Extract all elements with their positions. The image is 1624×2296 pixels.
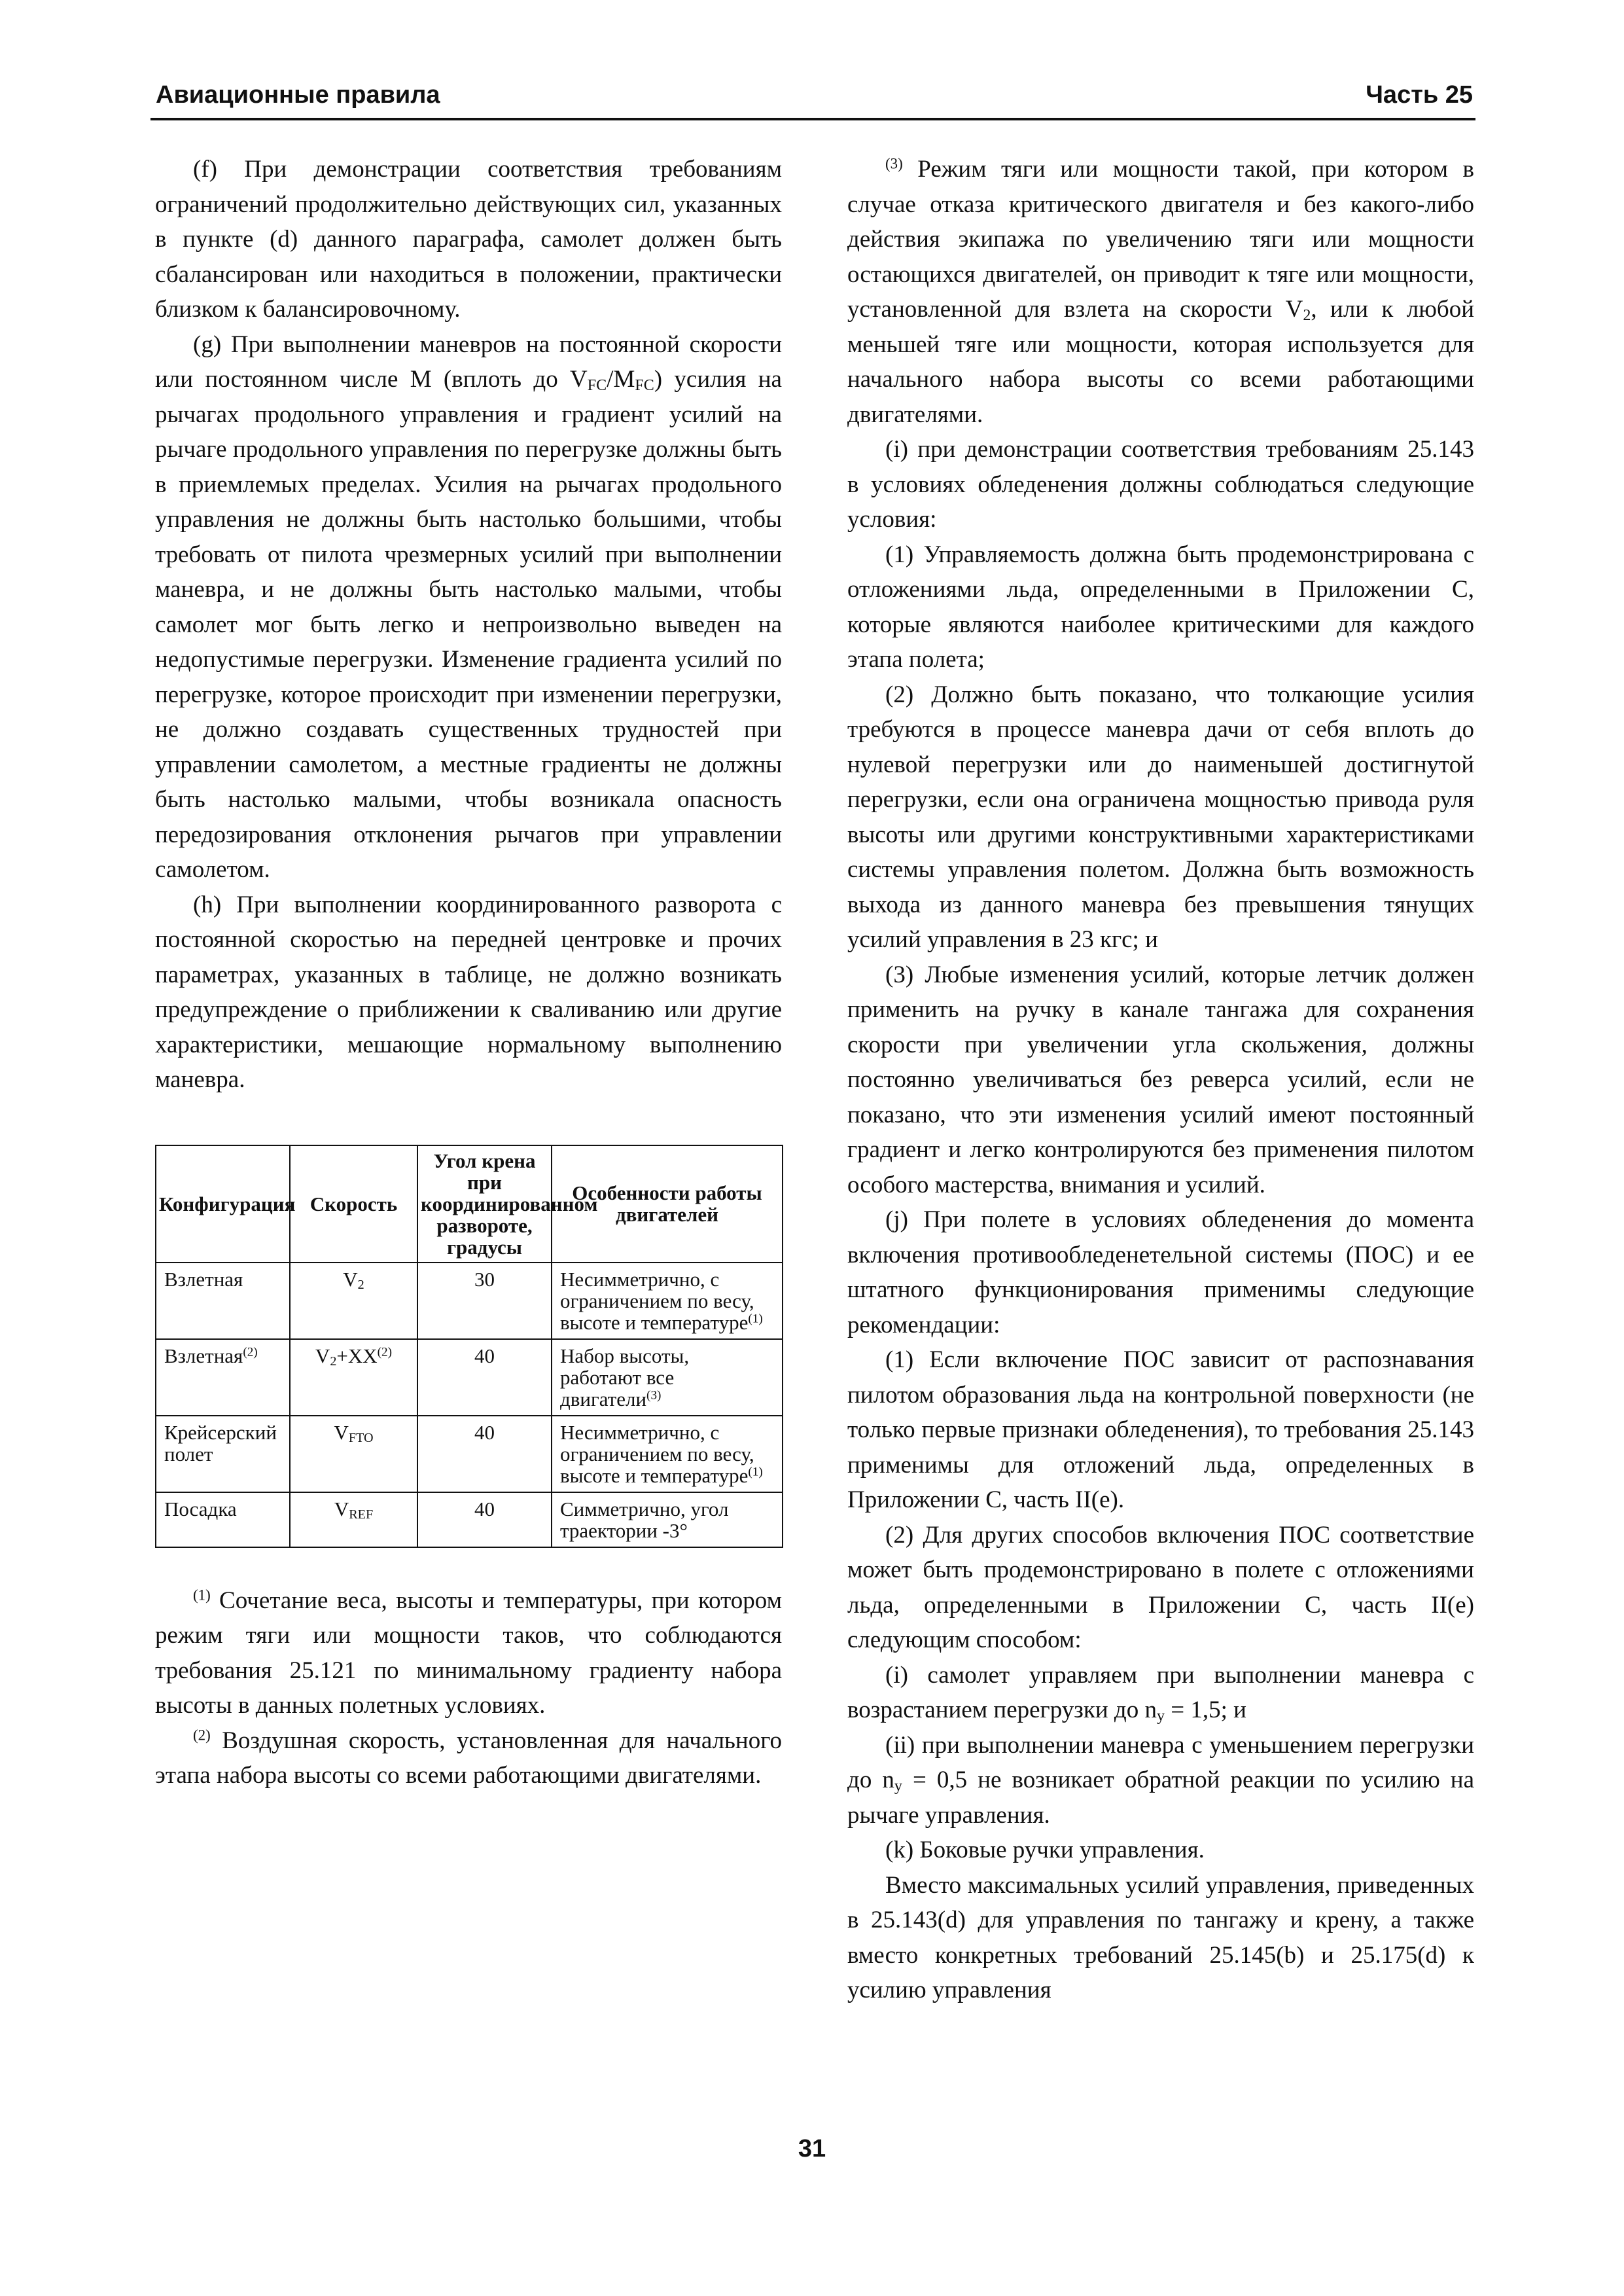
paragraph-j: (j) При полете в условиях обледенения до момента включения противообледенетельной системы (ПОС) и ее штатного функционирования применимы следующие рекомендации: <box>847 1206 1474 1338</box>
speed-subscript: REF <box>349 1507 374 1522</box>
cell-angle: 40 <box>417 1492 552 1547</box>
cell-engines <box>552 1339 783 1416</box>
paragraph-i-3: (3) Любые изменения усилий, которые летчик должен применить на ручку в канале тангажа для сохранения скорости при увеличении угла скольжения, должны постоянно увеличиваться без реверса усилий, если не показано, что эти изменения усилий имеют постоянный градиент и легко контролируются без применения пилотом особого мастерства, внимания и усилий. <box>847 961 1474 1198</box>
footnote-ref: (1) <box>748 1464 763 1479</box>
fc-subscript: FC <box>587 376 607 394</box>
left-column <box>155 152 782 1793</box>
cell-config: Крейсерский полет <box>156 1416 290 1492</box>
cell-speed <box>290 1263 417 1339</box>
footnote-mark: (1) <box>193 1586 211 1603</box>
paragraph-g <box>155 327 782 888</box>
m-symbol: /M <box>607 366 635 393</box>
running-header <box>150 77 1475 120</box>
v-symbol: V <box>570 366 588 393</box>
cell-engines <box>552 1263 783 1339</box>
speed-symbol: V <box>315 1344 330 1367</box>
paragraph-i-1: (1) Управляемость должна быть продемонстрирована с отложениями льда, определенными в Приложении С, которые являются наиболее критическими для каждого этапа полета; <box>847 541 1474 673</box>
footnote-3 <box>847 152 1474 432</box>
speed-tail: +XX <box>336 1344 378 1367</box>
engines-text: Несимметрично, с ограничением по весу, высоте и температуре <box>560 1267 754 1334</box>
paragraph-k: (k) Боковые ручки управления. <box>885 1837 1205 1863</box>
table-header-row <box>156 1145 783 1263</box>
cell-engines <box>552 1416 783 1492</box>
header-speed: Скорость <box>290 1145 417 1263</box>
table-row <box>156 1492 783 1547</box>
cell-speed <box>290 1492 417 1547</box>
cell-config: Взлетная <box>156 1263 290 1339</box>
footnote-text: Сочетание веса, высоты и температуры, при котором режим тяги или мощности таков, что соблюдаются требования 25.121 по минимальному градиенту набора высоты в данных полетных условиях. <box>155 1587 782 1719</box>
cell-config <box>156 1339 290 1416</box>
text-end: = 1,5; и <box>1165 1696 1246 1723</box>
cell-angle: 40 <box>417 1416 552 1492</box>
footnote-ref: (1) <box>748 1311 763 1325</box>
paragraph-j-2-ii <box>847 1728 1474 1833</box>
ny-subscript: y <box>894 1777 902 1795</box>
speed-subscript: FTO <box>348 1430 374 1445</box>
right-column <box>847 152 1474 2008</box>
footnote-text: Воздушная скорость, установленная для начального этапа набора высоты со всеми работающими двигателями. <box>155 1727 782 1789</box>
header-part: Часть 25 <box>1366 81 1473 109</box>
ny-subscript: y <box>1156 1707 1165 1725</box>
cell-engines: Симметрично, угол траектории -3° <box>552 1492 783 1547</box>
header-bank-angle: Угол крена при координированном развороте, градусы <box>417 1145 552 1263</box>
engines-text: Набор высоты, работают все двигатели <box>560 1344 690 1410</box>
paragraph-f: (f) При демонстрации соответствия требованиям ограничений продолжительно действующих сил, указанных в пункте (d) данного параграфа, самолет должен быть сбалансирован или находиться в положении, практически близком к балансировочному. <box>155 156 782 323</box>
footnote-1 <box>155 1583 782 1723</box>
speed-subscript: 2 <box>330 1354 337 1369</box>
conditions-table <box>155 1145 783 1548</box>
conditions-table-wrapper <box>155 1145 782 1548</box>
cell-angle: 40 <box>417 1339 552 1416</box>
header-engine-mode: Особенности работы двигателей <box>552 1145 783 1263</box>
paragraph-h: (h) При выполнении координированного разворота с постоянной скоростью на передней центровке и прочих параметрах, указанных в таблице, не должно возникать предупреждение о приближении к сваливанию или другие характеристики, мешающие нормальному выполнению маневра. <box>155 891 782 1093</box>
cell-speed <box>290 1339 417 1416</box>
page-number: 31 <box>798 2135 826 2162</box>
speed-symbol: V <box>334 1497 349 1520</box>
table-row <box>156 1416 783 1492</box>
paragraph-k-2: Вместо максимальных усилий управления, приведенных в 25.143(d) для управления по тангажу и крену, а также вместо конкретных требований 25.145(b) и 25.175(d) к усилию управления <box>847 1871 1474 2003</box>
paragraph-g-start: (g) При выполнении маневров на постоянной скорости или постоянном числе М (вплоть до <box>155 331 782 393</box>
paragraph-j-2-i <box>847 1658 1474 1728</box>
table-row <box>156 1263 783 1339</box>
footnote-2 <box>155 1723 782 1793</box>
header-title: Авиационные правила <box>156 81 440 109</box>
cell-config: Посадка <box>156 1492 290 1547</box>
config-text: Взлетная <box>164 1344 243 1367</box>
paragraph-i-2: (2) Должно быть показано, что толкающие усилия требуются в процессе маневра дачи от себя вплоть до нулевой перегрузки или до наименьшей достигнутой перегрузки, если она ограничена мощностью привода руля высоты или другими конструктивными характеристиками системы управления полетом. Должна быть возможность выхода из данного маневра без превышения тянущих усилий управления в 23 кгс; и <box>847 681 1474 953</box>
footnote-ref: (2) <box>377 1344 393 1359</box>
footnote-ref: (3) <box>646 1388 662 1402</box>
table-row <box>156 1339 783 1416</box>
speed-symbol: V <box>343 1267 358 1291</box>
footnote-text-end: , или к любой меньшей тяге или мощности, которая используется для начального набора высоты со всеми работающими двигателями. <box>847 296 1474 428</box>
engines-text: Несимметрично, с ограничением по весу, высоте и температуре <box>560 1420 754 1487</box>
text: (ii) при выполнении маневра с уменьшением перегрузки до n <box>847 1731 1474 1793</box>
paragraph-g-rest: ) усилия на рычагах продольного управления и градиент усилий на рычаге продольного управления по перегрузке должны быть в приемлемых пределах. Усилия на рычагах продольного управления не должны быть настолько большими, чтобы требовать от пилота чрезмерных усилий при выполнении маневра, и не должны быть настолько малыми, чтобы самолет мог быть легко и непроизвольно выведен на недопустимые перегрузки. Изменение градиента усилий по перегрузке, которое происходит при изменении перегрузки, не должно создавать существенных трудностей при управлении самолетом, а местные градиенты не должны быть настолько малыми, чтобы возникала опасность передозирования отклонения рычагов при управлении самолетом. <box>155 366 782 883</box>
speed-symbol: V <box>334 1420 349 1444</box>
text: (i) самолет управляем при выполнении маневра с возрастанием перегрузки до n <box>847 1661 1474 1723</box>
cell-angle: 30 <box>417 1263 552 1339</box>
footnote-ref: (2) <box>243 1344 258 1359</box>
header-configuration: Конфигурация <box>156 1145 290 1263</box>
footnote-mark: (2) <box>193 1726 211 1743</box>
table-footnotes <box>155 1583 782 1793</box>
text-end: = 0,5 не возникает обратной реакции по усилию на рычаге управления. <box>847 1767 1475 1829</box>
v2-subscript: 2 <box>1303 306 1311 324</box>
speed-subscript: 2 <box>357 1277 364 1292</box>
footnote-mark: (3) <box>885 155 903 172</box>
paragraph-i: (i) при демонстрации соответствия требованиям 25.143 в условиях обледенения должны соблюдаться следующие условия: <box>847 436 1474 533</box>
cell-speed <box>290 1416 417 1492</box>
fc-subscript-2: FC <box>635 376 654 394</box>
footnote-text: Режим тяги или мощности такой, при котором в случае отказа критического двигателя и без какого-либо действия экипажа по увеличению тяги или мощности остающихся двигателей, он приводит к тяге или мощности, установленной для взлета на скорости V <box>847 156 1474 323</box>
paragraph-j-2: (2) Для других способов включения ПОС соответствие может быть продемонстрировано в полете с отложениями льда, определенными в Приложении С, часть II(е) следующим способом: <box>847 1521 1474 1653</box>
paragraph-j-1: (1) Если включение ПОС зависит от распознавания пилотом образования льда на контрольной поверхности (не только первые признаки обледенения), то требования 25.143 применимы для отложений льда, определенных в Приложении С, часть II(е). <box>847 1346 1474 1513</box>
